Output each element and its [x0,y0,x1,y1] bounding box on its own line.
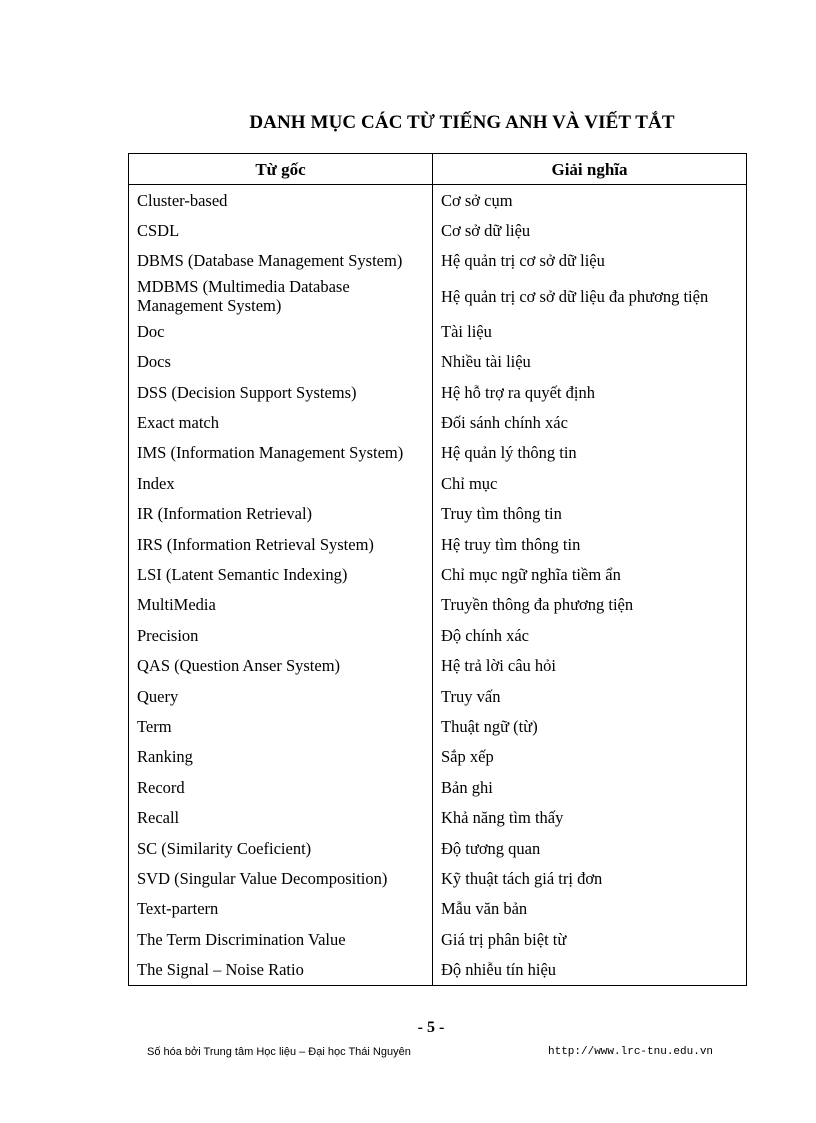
term-cell: IR (Information Retrieval) [129,499,433,529]
meaning-cell: Khả năng tìm thấy [433,802,747,832]
meaning-cell: Chỉ mục ngữ nghĩa tiềm ẩn [433,559,747,589]
table-row [129,559,747,589]
table-row [129,650,747,680]
meaning-cell: Hệ quản trị cơ sở dữ liệu [433,246,747,276]
term-cell: DSS (Decision Support Systems) [129,377,433,407]
page-title: DANH MỤC CÁC TỪ TIẾNG ANH VÀ VIẾT TẮT [249,112,675,133]
table-row [129,863,747,893]
table-row [129,894,747,924]
meaning-cell: Độ tương quan [433,833,747,863]
meaning-cell: Thuật ngữ (từ) [433,711,747,741]
footer-publisher: Số hóa bởi Trung tâm Học liệu – Đại học Thái Nguyên [147,1046,411,1058]
table-row [129,215,747,245]
footer-url: http://www.lrc-tnu.edu.vn [548,1046,714,1058]
glossary-table [128,153,747,986]
term-cell: Index [129,468,433,498]
term-cell: Ranking [129,742,433,772]
term-cell: DBMS (Database Management System) [129,246,433,276]
table-row [129,772,747,802]
table-row [129,438,747,468]
term-cell: The Term Discrimination Value [129,924,433,954]
meaning-cell: Hệ hỗ trợ ra quyết định [433,377,747,407]
table-row [129,347,747,377]
meaning-cell: Bản ghi [433,772,747,802]
term-cell: IRS (Information Retrieval System) [129,529,433,559]
table-row [129,924,747,954]
table-row [129,316,747,346]
meaning-cell: Chỉ mục [433,468,747,498]
page-number: - 5 - [417,1019,445,1036]
table-row [129,185,747,216]
meaning-cell: Độ nhiễu tín hiệu [433,954,747,985]
table-row [129,529,747,559]
term-cell: CSDL [129,215,433,245]
meaning-cell: Mẫu văn bản [433,894,747,924]
term-cell: Precision [129,620,433,650]
term-cell: The Signal – Noise Ratio [129,954,433,985]
meaning-cell: Cơ sở cụm [433,185,747,216]
meaning-cell: Hệ trả lời câu hỏi [433,650,747,680]
meaning-cell: Tài liệu [433,316,747,346]
term-cell: Record [129,772,433,802]
table-row [129,681,747,711]
table-row [129,468,747,498]
table-header-row [129,154,747,185]
term-cell: SC (Similarity Coeficient) [129,833,433,863]
meaning-cell: Giá trị phân biệt từ [433,924,747,954]
term-cell: Recall [129,802,433,832]
meaning-cell: Đối sánh chính xác [433,407,747,437]
table-row [129,590,747,620]
meaning-cell: Hệ truy tìm thông tin [433,529,747,559]
meaning-cell: Nhiều tài liệu [433,347,747,377]
table-row [129,620,747,650]
meaning-cell: Truy tìm thông tin [433,499,747,529]
term-cell: Query [129,681,433,711]
meaning-cell: Sắp xếp [433,742,747,772]
table-row [129,711,747,741]
term-cell: Doc [129,316,433,346]
term-cell: Exact match [129,407,433,437]
term-cell: Term [129,711,433,741]
term-cell: LSI (Latent Semantic Indexing) [129,559,433,589]
meaning-cell: Cơ sở dữ liệu [433,215,747,245]
table-row [129,499,747,529]
term-cell: Cluster-based [129,185,433,216]
meaning-cell: Hệ quản lý thông tin [433,438,747,468]
meaning-cell: Truyền thông đa phương tiện [433,590,747,620]
meaning-cell: Độ chính xác [433,620,747,650]
table-row [129,407,747,437]
column-header-term: Từ gốc [129,154,433,185]
table-row [129,246,747,276]
table-row [129,954,747,985]
term-cell: Docs [129,347,433,377]
term-cell: MultiMedia [129,590,433,620]
table-row [129,833,747,863]
term-cell: IMS (Information Management System) [129,438,433,468]
table-row [129,377,747,407]
table-row [129,276,747,316]
meaning-cell: Truy vấn [433,681,747,711]
term-cell: QAS (Question Anser System) [129,650,433,680]
term-cell: SVD (Singular Value Decomposition) [129,863,433,893]
meaning-cell: Hệ quản trị cơ sở dữ liệu đa phương tiện [433,276,747,316]
term-cell: Text-partern [129,894,433,924]
column-header-meaning: Giải nghĩa [433,154,747,185]
table-row [129,802,747,832]
term-cell: MDBMS (Multimedia Database Management System) [129,276,433,316]
table-row [129,742,747,772]
meaning-cell: Kỹ thuật tách giá trị đơn [433,863,747,893]
